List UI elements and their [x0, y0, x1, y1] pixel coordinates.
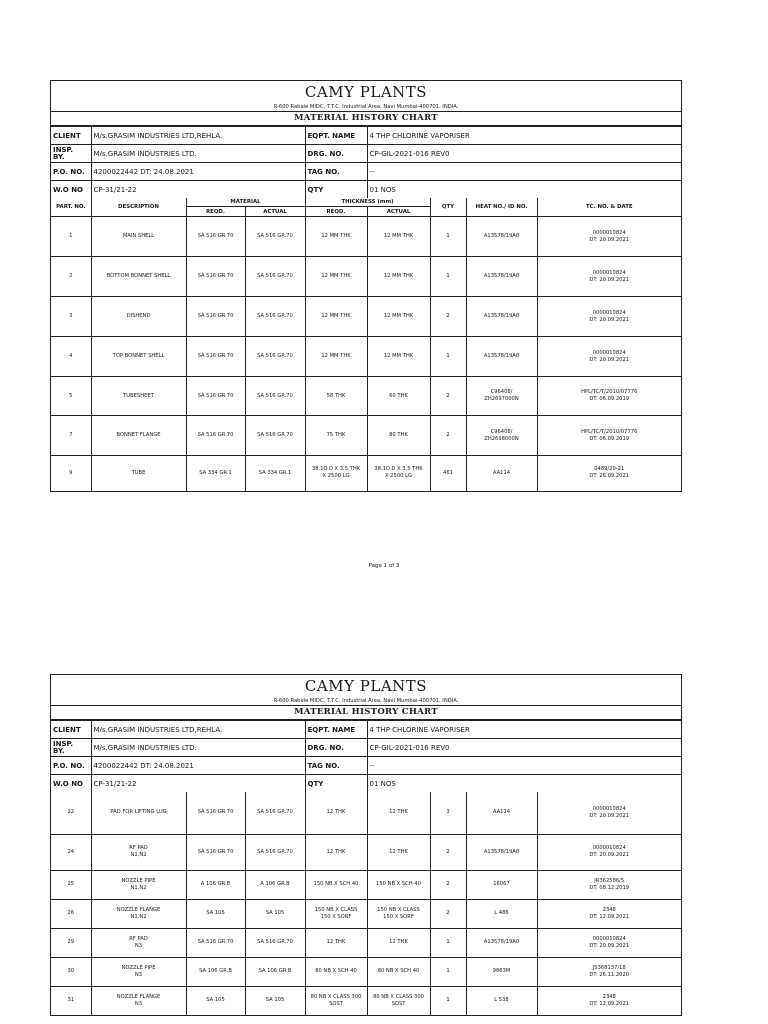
tc-cell: 2348 DT: 12.09.2021 [537, 899, 681, 928]
document-title: MATERIAL HISTORY CHART [51, 706, 681, 720]
material-reqd-cell: SA 516 GR.70 [186, 257, 245, 297]
material-reqd-cell: A 106 GR.B [186, 870, 245, 899]
qty-cell: 2 [430, 297, 466, 337]
thickness-reqd-cell: 12 MM THK [305, 297, 367, 337]
insp-value: M/s.GRASIM INDUSTRIES LTD. [91, 739, 305, 757]
table-row [51, 337, 681, 377]
client-label: CLIENT [51, 721, 91, 739]
tag-value: -- [367, 757, 681, 775]
wo-label: W.O NO [51, 775, 91, 793]
tc-cell: 0000010824 DT: 20.09.2021 [537, 928, 681, 957]
material-reqd-cell: SA 105 [186, 899, 245, 928]
part-no-cell: 24 [51, 834, 91, 870]
eqpt-label: EQPT. NAME [305, 127, 367, 145]
qty-cell: 2 [430, 870, 466, 899]
part-no-cell: 2 [51, 257, 91, 297]
insp-label: INSP. BY. [51, 145, 91, 163]
part-no-cell: 1 [51, 217, 91, 257]
tag-label: TAG NO. [305, 163, 367, 181]
col-part-no: PART. NO. [51, 198, 91, 217]
qty-label: QTY [305, 181, 367, 199]
tc-cell: JR362586/5 DT: 08.12.2019 [537, 870, 681, 899]
material-actual-cell: SA 516 GR.70 [245, 257, 305, 297]
material-reqd-cell: SA 106 GR.B [186, 957, 245, 986]
part-no-cell: 29 [51, 928, 91, 957]
qty-value: 01 NOS [367, 181, 681, 199]
table-row [51, 870, 681, 899]
table-row [51, 217, 681, 257]
qty-cell: 2 [430, 899, 466, 928]
thickness-actual-cell: 80 NB X CLASS 300 SOST [367, 986, 430, 1015]
table-row [51, 297, 681, 337]
drg-value: CP-GIL-2021-016 REV0 [367, 739, 681, 757]
thickness-reqd-cell: 12 MM THK [305, 257, 367, 297]
thickness-reqd-cell: 12 MM THK [305, 217, 367, 257]
description-cell: TUBESHEET [91, 377, 186, 416]
material-actual-cell: SA 516 GR.70 [245, 834, 305, 870]
material-actual-cell: SA 516 GR.70 [245, 928, 305, 957]
heat-no-cell: A13578/19A0 [466, 297, 537, 337]
material-reqd-cell: SA 516 GR.70 [186, 834, 245, 870]
description-cell: MAIN SHELL [91, 217, 186, 257]
description-cell: NOZZLE FLANGE N1,N2 [91, 899, 186, 928]
tc-cell: HPL/TC/T/2010/07776 DT: 06.09.2019 [537, 377, 681, 416]
table-row [51, 957, 681, 986]
col-tc: TC. NO. & DATE [537, 198, 681, 217]
material-reqd-cell: SA 516 GR.70 [186, 217, 245, 257]
table-row [51, 377, 681, 416]
thickness-reqd-cell: 80 NB X SCH 40 [305, 957, 367, 986]
thickness-reqd-cell: 58 THK [305, 377, 367, 416]
qty-cell: 1 [430, 337, 466, 377]
description-cell: NOZZLE FLANGE N3 [91, 986, 186, 1015]
document-title: MATERIAL HISTORY CHART [51, 112, 681, 126]
part-no-cell: 31 [51, 986, 91, 1015]
table-row [51, 416, 681, 456]
thickness-actual-cell: 12 THK [367, 928, 430, 957]
col-qty: QTY [430, 198, 466, 217]
thickness-actual-cell: 150 NB X CLASS 150 X SORF [367, 899, 430, 928]
items-table [51, 198, 681, 491]
material-actual-cell: SA 105 [245, 899, 305, 928]
material-history-sheet-page-2 [50, 674, 682, 1016]
material-reqd-cell: SA 516 GR.70 [186, 928, 245, 957]
description-cell: BOTTOM BONNET SHELL [91, 257, 186, 297]
description-cell: BONNET FLANGE [91, 416, 186, 456]
heat-no-cell: A13578/19A0 [466, 834, 537, 870]
description-cell: NOZZLE PIPE N1,N2 [91, 870, 186, 899]
part-no-cell: 5 [51, 377, 91, 416]
material-actual-cell: SA 516 GR.70 [245, 416, 305, 456]
col-material: MATERIAL [186, 198, 305, 207]
thickness-actual-cell: 60 THK [367, 377, 430, 416]
material-reqd-cell: SA 334 GR.1 [186, 456, 245, 491]
client-value: M/s.GRASIM INDUSTRIES LTD,REHLA. [91, 721, 305, 739]
thickness-actual-cell: 12 MM THK [367, 297, 430, 337]
material-reqd-cell: SA 516 GR.70 [186, 377, 245, 416]
thickness-actual-cell: 12 MM THK [367, 337, 430, 377]
material-history-sheet-page-1 [50, 80, 682, 492]
col-thickness: THICKNESS (mm) [305, 198, 430, 207]
drg-value: CP-GIL-2021-016 REV0 [367, 145, 681, 163]
wo-label: W.O NO [51, 181, 91, 199]
part-no-cell: 7 [51, 416, 91, 456]
heat-no-cell: L 538 [466, 986, 537, 1015]
part-no-cell: 26 [51, 899, 91, 928]
part-no-cell: 9 [51, 456, 91, 491]
heat-no-cell: AA114 [466, 792, 537, 834]
heat-no-cell: L 486 [466, 899, 537, 928]
thickness-reqd-cell: 150 NB X SCH 40 [305, 870, 367, 899]
part-no-cell: 25 [51, 870, 91, 899]
heat-no-cell: A13578/19A0 [466, 217, 537, 257]
part-no-cell: 3 [51, 297, 91, 337]
heat-no-cell: AA114 [466, 456, 537, 491]
thickness-actual-cell: 12 MM THK [367, 257, 430, 297]
thickness-actual-cell: 80 THK [367, 416, 430, 456]
thickness-actual-cell: 150 NB X SCH 40 [367, 870, 430, 899]
description-cell: TOP BONNET SHELL [91, 337, 186, 377]
po-value: 4200022442 DT: 24.08.2021 [91, 757, 305, 775]
material-reqd-cell: SA 516 GR.70 [186, 297, 245, 337]
description-cell: RF PAD N1,N2 [91, 834, 186, 870]
thickness-reqd-cell: 12 MM THK [305, 337, 367, 377]
info-table [51, 720, 681, 792]
col-thickness-reqd: REQD. [305, 207, 367, 217]
tc-cell: 0000010824 DT: 20.09.2021 [537, 297, 681, 337]
items-table [51, 792, 681, 1015]
client-label: CLIENT [51, 127, 91, 145]
info-table [51, 126, 681, 198]
thickness-reqd-cell: 12 THK [305, 834, 367, 870]
qty-cell: 3 [430, 792, 466, 834]
eqpt-value: 4 THP CHLORINE VAPORISER [367, 127, 681, 145]
description-cell: DISHEND [91, 297, 186, 337]
part-no-cell: 4 [51, 337, 91, 377]
description-cell: TUBE [91, 456, 186, 491]
qty-cell: 1 [430, 257, 466, 297]
po-value: 4200022442 DT: 24.08.2021 [91, 163, 305, 181]
company-name: CAMY PLANTS [304, 83, 428, 101]
wo-value: CP-31/21-22 [91, 181, 305, 199]
col-material-reqd: REQD. [186, 207, 245, 217]
col-description: DESCRIPTION [91, 198, 186, 217]
page-number: Page 1 of 3 [368, 563, 400, 569]
material-actual-cell: SA 334 GR.1 [245, 456, 305, 491]
tc-cell: HPL/TC/T/2010/07776 DT: 06.09.2019 [537, 416, 681, 456]
eqpt-label: EQPT. NAME [305, 721, 367, 739]
tc-cell: 0000010824 DT: 20.09.2021 [537, 337, 681, 377]
tc-cell: JS368137/18 DT: 26.11.2020 [537, 957, 681, 986]
insp-value: M/s.GRASIM INDUSTRIES LTD. [91, 145, 305, 163]
material-reqd-cell: SA 516 GR.70 [186, 416, 245, 456]
thickness-actual-cell: 38.1O.D X 3.5 THK X 2500 LG [367, 456, 430, 491]
material-reqd-cell: SA 516 GR.70 [186, 792, 245, 834]
thickness-reqd-cell: 12 THK [305, 928, 367, 957]
thickness-reqd-cell: 38.1O.D X 3.5 THK X 2500 LG [305, 456, 367, 491]
material-actual-cell: SA 106 GR.B [245, 957, 305, 986]
description-cell: RF PAD N3 [91, 928, 186, 957]
thickness-reqd-cell: 12 THK [305, 792, 367, 834]
tc-cell: 2348 DT: 12.09.2021 [537, 986, 681, 1015]
qty-cell: 1 [430, 217, 466, 257]
material-actual-cell: SA 516 GR.70 [245, 377, 305, 416]
table-row [51, 834, 681, 870]
qty-label: QTY [305, 775, 367, 793]
material-actual-cell: SA 516 GR.70 [245, 792, 305, 834]
table-row [51, 456, 681, 491]
thickness-reqd-cell: 80 NB X CLASS 300 SOST [305, 986, 367, 1015]
material-actual-cell: A 106 GR.B [245, 870, 305, 899]
thickness-actual-cell: 12 THK [367, 792, 430, 834]
material-actual-cell: SA 516 GR.70 [245, 337, 305, 377]
eqpt-value: 4 THP CHLORINE VAPORISER [367, 721, 681, 739]
company-name: CAMY PLANTS [304, 677, 428, 695]
tag-value: -- [367, 163, 681, 181]
tc-cell: 0000010824 DT: 20.09.2021 [537, 257, 681, 297]
po-label: P.O. NO. [51, 757, 91, 775]
tc-cell: 0000010824 DT: 20.09.2021 [537, 834, 681, 870]
heat-no-cell: A13578/19A0 [466, 928, 537, 957]
material-reqd-cell: SA 516 GR.70 [186, 337, 245, 377]
col-thickness-actual: ACTUAL [367, 207, 430, 217]
items-body-page-1 [51, 217, 681, 491]
heat-no-cell: 9863M [466, 957, 537, 986]
qty-cell: 1 [430, 957, 466, 986]
table-row [51, 792, 681, 834]
qty-cell: 2 [430, 377, 466, 416]
tc-cell: 0489/20-21 DT: 26.09.2021 [537, 456, 681, 491]
company-address: R-600 Rabale MIDC, T.T.C. Industrial Area, Navi Mumbai-400701. INDIA. [51, 697, 681, 706]
heat-no-cell: C96408/ ZH2697000N [466, 377, 537, 416]
heat-no-cell: A13578/19A0 [466, 257, 537, 297]
qty-cell: 2 [430, 416, 466, 456]
material-actual-cell: SA 516 GR.70 [245, 297, 305, 337]
drg-label: DRG. NO. [305, 145, 367, 163]
qty-cell: 2 [430, 834, 466, 870]
qty-value: 01 NOS [367, 775, 681, 793]
po-label: P.O. NO. [51, 163, 91, 181]
client-value: M/s.GRASIM INDUSTRIES LTD,REHLA. [91, 127, 305, 145]
material-actual-cell: SA 516 GR.70 [245, 217, 305, 257]
description-cell: PAD FOR LIFTING LUG [91, 792, 186, 834]
thickness-actual-cell: 12 MM THK [367, 217, 430, 257]
wo-value: CP-31/21-22 [91, 775, 305, 793]
part-no-cell: 22 [51, 792, 91, 834]
material-actual-cell: SA 105 [245, 986, 305, 1015]
qty-cell: 1 [430, 986, 466, 1015]
company-address: R-600 Rabale MIDC, T.T.C. Industrial Area, Navi Mumbai-400701. INDIA. [51, 103, 681, 112]
items-body-page-2 [51, 792, 681, 1015]
material-reqd-cell: SA 105 [186, 986, 245, 1015]
thickness-actual-cell: 12 THK [367, 834, 430, 870]
tc-cell: 0000010824 DT: 20.09.2021 [537, 217, 681, 257]
tag-label: TAG NO. [305, 757, 367, 775]
qty-cell: 1 [430, 928, 466, 957]
thickness-reqd-cell: 75 THK [305, 416, 367, 456]
heat-no-cell: A13578/19A0 [466, 337, 537, 377]
description-cell: NOZZLE PIPE N3 [91, 957, 186, 986]
drg-label: DRG. NO. [305, 739, 367, 757]
thickness-actual-cell: 80 NB X SCH 40 [367, 957, 430, 986]
col-heat-no: HEAT NO./ ID NO. [466, 198, 537, 217]
table-row [51, 986, 681, 1015]
table-row [51, 899, 681, 928]
heat-no-cell: C96408/ ZH2698000N [466, 416, 537, 456]
thickness-reqd-cell: 150 NB X CLASS 150 X SORF [305, 899, 367, 928]
heat-no-cell: 16067 [466, 870, 537, 899]
tc-cell: 0000010824 DT: 20.09.2021 [537, 792, 681, 834]
table-row [51, 257, 681, 297]
qty-cell: 461 [430, 456, 466, 491]
insp-label: INSP. BY. [51, 739, 91, 757]
table-row [51, 928, 681, 957]
col-material-actual: ACTUAL [245, 207, 305, 217]
part-no-cell: 30 [51, 957, 91, 986]
